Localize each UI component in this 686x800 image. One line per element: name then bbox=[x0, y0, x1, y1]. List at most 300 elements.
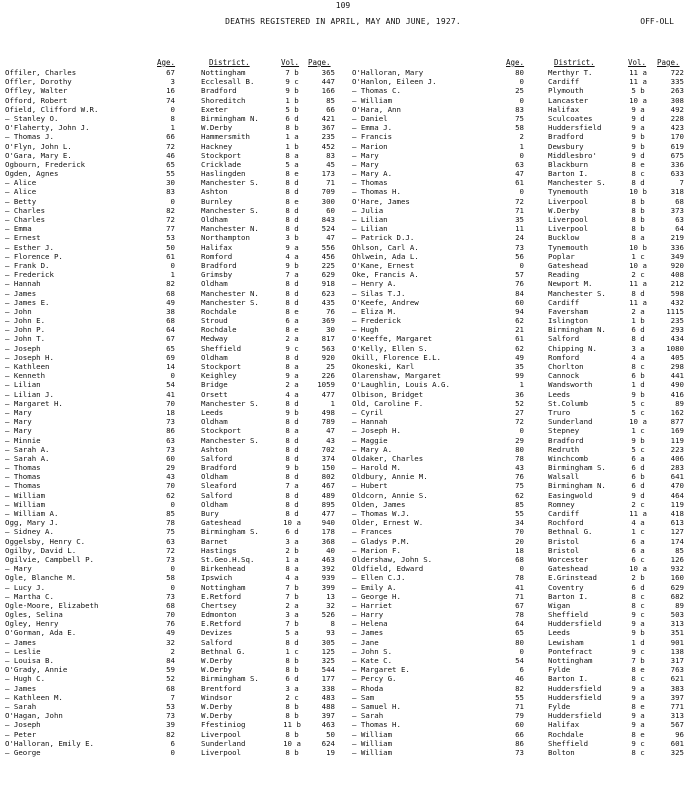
entry-district: Grimsby bbox=[201, 270, 233, 280]
entry-volume: 10 a bbox=[629, 417, 647, 427]
entry-district: Gateshead bbox=[201, 518, 242, 528]
entry-page: 119 bbox=[670, 499, 684, 509]
table-row bbox=[5, 546, 335, 555]
entry-age: 68 bbox=[166, 683, 175, 693]
entry-name: — Louisa B. bbox=[5, 656, 54, 665]
table-row bbox=[352, 353, 684, 362]
entry-volume: 8 b bbox=[631, 205, 645, 215]
entry-page: 722 bbox=[670, 68, 684, 77]
entry-age: 24 bbox=[515, 233, 524, 243]
entry-name: — Emma J. bbox=[352, 123, 393, 133]
entry-district: E.Retford bbox=[201, 619, 242, 629]
entry-name: — Emily A. bbox=[352, 582, 397, 592]
entry-name: — Minnie bbox=[5, 435, 41, 445]
entry-page: 300 bbox=[321, 196, 335, 206]
entry-volume: 5 c bbox=[631, 444, 645, 454]
entry-district: Manchester S. bbox=[201, 205, 259, 215]
entry-name: O'Flaherty, John J. bbox=[5, 123, 90, 133]
table-row bbox=[352, 684, 684, 693]
entry-page: 126 bbox=[670, 554, 684, 564]
table-row bbox=[352, 481, 684, 490]
entry-volume: 4 a bbox=[631, 352, 645, 362]
entry-district: Islington bbox=[548, 316, 589, 326]
entry-volume: 9 b bbox=[285, 86, 299, 96]
entry-age: 60 bbox=[515, 297, 524, 307]
entry-district: Stepney bbox=[548, 426, 580, 436]
table-row bbox=[352, 142, 684, 151]
entry-name: — Mary bbox=[5, 417, 32, 427]
table-row bbox=[352, 105, 684, 114]
entry-name: — Sidney A. bbox=[5, 527, 54, 537]
entry-age: 99 bbox=[515, 371, 524, 381]
entry-name: — William bbox=[352, 95, 393, 105]
entry-volume: 8 a bbox=[285, 362, 299, 371]
right-column bbox=[352, 58, 684, 757]
entry-name: O'Halloran, Emily E. bbox=[5, 738, 94, 748]
table-row bbox=[5, 417, 335, 426]
entry-volume: 8 d bbox=[285, 224, 299, 234]
entry-district: Blackburn bbox=[548, 159, 589, 169]
entry-page: 223 bbox=[670, 444, 684, 454]
entry-name: Oggelsby, Henry C. bbox=[5, 536, 86, 546]
entry-name: — Jane bbox=[352, 637, 379, 647]
table-row bbox=[5, 711, 335, 720]
entry-age: 73 bbox=[166, 554, 175, 564]
entry-age: 49 bbox=[166, 628, 175, 638]
entry-district: Lewisham bbox=[548, 637, 584, 647]
entry-name: Oldershaw, John S. bbox=[352, 554, 433, 564]
table-row bbox=[352, 546, 684, 555]
entry-volume: 8 d bbox=[285, 288, 299, 298]
entry-age: 0 bbox=[170, 499, 175, 509]
entry-volume: 11 a bbox=[629, 509, 647, 518]
entry-page: 150 bbox=[321, 463, 335, 473]
entry-page: 763 bbox=[670, 665, 684, 675]
entry-volume: 7 a bbox=[285, 270, 299, 280]
entry-volume: 9 a bbox=[631, 619, 645, 629]
entry-name: — Daniel bbox=[352, 113, 388, 123]
entry-page: 802 bbox=[321, 472, 335, 482]
entry-district: Leeds bbox=[548, 628, 571, 638]
entry-district: Redruth bbox=[548, 444, 580, 454]
entry-name: — Martha C. bbox=[5, 591, 54, 601]
entry-volume: 11 a bbox=[629, 77, 647, 87]
entry-volume: 2 b bbox=[631, 573, 645, 583]
entry-district: Oldham bbox=[201, 472, 228, 482]
entry-page: 45 bbox=[326, 159, 335, 169]
entry-age: 86 bbox=[515, 738, 524, 748]
entry-age: 0 bbox=[170, 747, 175, 757]
entry-age: 3 bbox=[170, 77, 175, 87]
entry-page: 492 bbox=[670, 104, 684, 114]
entry-volume: 8 d bbox=[285, 205, 299, 215]
entry-age: 71 bbox=[515, 205, 524, 215]
entry-volume: 9 b bbox=[285, 407, 299, 417]
entry-name: — Mary A. bbox=[352, 444, 393, 454]
entry-volume: 2 c bbox=[631, 499, 645, 509]
entry-page: 421 bbox=[321, 113, 335, 123]
entry-age: 70 bbox=[166, 610, 175, 620]
entry-district: Burnley bbox=[201, 196, 233, 206]
entry-page: 219 bbox=[670, 233, 684, 243]
table-row bbox=[5, 390, 335, 399]
entry-name: — Stanley O. bbox=[5, 113, 59, 123]
entry-name: — Frances bbox=[352, 527, 393, 537]
entry-page: 406 bbox=[670, 453, 684, 463]
table-row bbox=[352, 601, 684, 610]
entry-age: 65 bbox=[166, 159, 175, 169]
entry-district: Chertsey bbox=[201, 600, 237, 610]
entry-page: 452 bbox=[321, 141, 335, 151]
entry-district: Bucklow bbox=[548, 233, 580, 243]
entry-volume: 8 a bbox=[285, 426, 299, 436]
entry-page: 19 bbox=[326, 747, 335, 757]
entry-name: — Hubert bbox=[352, 481, 388, 491]
entry-page: 47 bbox=[326, 233, 335, 243]
entry-volume: 7 b bbox=[285, 68, 299, 77]
entry-district: Liverpool bbox=[548, 196, 589, 206]
entry-volume: 6 d bbox=[631, 481, 645, 491]
entry-page: 169 bbox=[670, 426, 684, 436]
entry-district: Nottingham bbox=[201, 68, 246, 77]
entry-name: — Harry bbox=[352, 610, 384, 620]
entry-district: E.Grinstead bbox=[548, 573, 597, 583]
table-row bbox=[5, 748, 335, 757]
entry-name: — Joseph H. bbox=[352, 426, 401, 436]
entry-age: 59 bbox=[166, 665, 175, 675]
entry-page: 368 bbox=[321, 536, 335, 546]
entry-page: 225 bbox=[321, 260, 335, 270]
entry-name: — Frederick bbox=[352, 316, 401, 326]
entry-name: O'Kelly, Ellen S. bbox=[352, 343, 428, 353]
entry-page: 138 bbox=[670, 646, 684, 656]
entry-age: 72 bbox=[166, 141, 175, 151]
entry-volume: 9 c bbox=[631, 610, 645, 620]
entry-district: Newport M. bbox=[548, 279, 593, 289]
entry-volume: 1 a bbox=[285, 132, 299, 142]
entry-district: Barton I. bbox=[548, 674, 589, 684]
entry-name: — Julia bbox=[352, 205, 384, 215]
entry-name: — Mary bbox=[5, 426, 32, 436]
entry-page: 920 bbox=[670, 260, 684, 270]
entry-district: Huddersfield bbox=[548, 619, 602, 629]
entry-volume: 1 c bbox=[285, 646, 299, 656]
entry-age: 16 bbox=[166, 86, 175, 96]
entry-volume: 8 b bbox=[285, 701, 299, 711]
entry-page: 351 bbox=[670, 628, 684, 638]
entry-district: W.Derby bbox=[201, 665, 233, 675]
entry-district: Halifax bbox=[201, 242, 233, 252]
entry-district: Edmonton bbox=[201, 610, 237, 620]
entry-age: 70 bbox=[166, 481, 175, 491]
entry-name: Ogle, Blanche M. bbox=[5, 573, 77, 583]
table-row bbox=[352, 445, 684, 454]
entry-district: Bridge bbox=[201, 380, 228, 390]
entry-age: 82 bbox=[166, 205, 175, 215]
entry-district: W.Derby bbox=[201, 701, 233, 711]
entry-volume: 8 e bbox=[631, 729, 645, 739]
entry-age: 0 bbox=[170, 564, 175, 574]
table-row bbox=[352, 509, 684, 518]
entry-page: 416 bbox=[670, 389, 684, 399]
entry-name: Olbison, Bridget bbox=[352, 389, 424, 399]
entry-name: — Thomas bbox=[5, 463, 41, 473]
entry-district: Ashton bbox=[201, 444, 228, 454]
entry-volume: 2 c bbox=[631, 270, 645, 280]
entry-name: Oldfield, Edward bbox=[352, 564, 424, 574]
entry-name: — Thomas bbox=[5, 481, 41, 491]
entry-page: 817 bbox=[321, 334, 335, 344]
entry-page: 349 bbox=[670, 251, 684, 261]
entry-district: Lancaster bbox=[548, 95, 589, 105]
entry-name: — George bbox=[5, 747, 41, 757]
entry-age: 1 bbox=[170, 123, 175, 133]
table-row bbox=[5, 380, 335, 389]
entry-district: Bristol bbox=[548, 536, 580, 546]
entry-volume: 10 a bbox=[629, 260, 647, 270]
entry-age: 41 bbox=[515, 582, 524, 592]
entry-name: — Joseph bbox=[5, 720, 41, 730]
table-row bbox=[5, 472, 335, 481]
entry-volume: 4 a bbox=[285, 251, 299, 261]
entry-district: Salford bbox=[201, 453, 233, 463]
entry-page: 318 bbox=[670, 187, 684, 197]
entry-age: 76 bbox=[515, 279, 524, 289]
entry-volume: 10 b bbox=[629, 187, 647, 197]
entry-page: 709 bbox=[321, 187, 335, 197]
entry-name: — Margaret E. bbox=[352, 665, 410, 675]
entry-volume: 8 d bbox=[285, 499, 299, 509]
entry-name: O'Keeffe, Margaret bbox=[352, 334, 433, 344]
entry-name: — Thomas C. bbox=[352, 86, 401, 96]
entry-age: 1 bbox=[519, 141, 524, 151]
entry-volume: 2 a bbox=[285, 600, 299, 610]
entry-district: Winchcomb bbox=[548, 453, 589, 463]
entry-page: 488 bbox=[321, 701, 335, 711]
entry-name: — Thomas W.J. bbox=[352, 509, 410, 518]
entry-page: 624 bbox=[321, 738, 335, 748]
entry-age: 25 bbox=[515, 86, 524, 96]
table-row bbox=[5, 178, 335, 187]
entry-volume: 11 a bbox=[629, 279, 647, 289]
entry-name: — Hugh C. bbox=[5, 674, 46, 684]
entry-age: 0 bbox=[170, 582, 175, 592]
entry-age: 53 bbox=[166, 233, 175, 243]
entry-district: Exeter bbox=[201, 104, 228, 114]
entry-age: 75 bbox=[515, 481, 524, 491]
entry-volume: 3 a bbox=[285, 610, 299, 620]
entry-page: 166 bbox=[321, 86, 335, 96]
entry-district: Ecclesall B. bbox=[201, 77, 255, 87]
entry-page: 293 bbox=[670, 325, 684, 335]
entry-name: Olarenshaw, Margaret bbox=[352, 371, 441, 381]
entry-district: Shoreditch bbox=[201, 95, 246, 105]
table-row bbox=[5, 564, 335, 573]
table-row bbox=[5, 739, 335, 748]
entry-age: 6 bbox=[170, 738, 175, 748]
table-row bbox=[5, 298, 335, 307]
table-row bbox=[352, 527, 684, 536]
entry-district: Huddersfield bbox=[548, 711, 602, 721]
age-header: Age. bbox=[157, 58, 176, 67]
table-row bbox=[5, 573, 335, 582]
entry-page: 383 bbox=[670, 683, 684, 693]
entry-district: W.Derby bbox=[201, 656, 233, 665]
entry-page: 119 bbox=[670, 435, 684, 445]
entry-age: 18 bbox=[515, 545, 524, 555]
entry-page: 30 bbox=[326, 325, 335, 335]
table-row bbox=[5, 656, 335, 665]
table-row bbox=[5, 371, 335, 380]
entry-page: 392 bbox=[321, 564, 335, 574]
entry-district: Liverpool bbox=[548, 215, 589, 224]
entry-name: Oldbury, Annie M. bbox=[352, 472, 428, 482]
entry-volume: 6 d bbox=[631, 463, 645, 473]
entry-district: Cardiff bbox=[548, 509, 580, 518]
entry-age: 20 bbox=[515, 536, 524, 546]
entry-page: 526 bbox=[321, 610, 335, 620]
entry-district: Bradford bbox=[548, 132, 584, 142]
entry-age: 79 bbox=[515, 711, 524, 721]
entry-district: Halifax bbox=[548, 104, 580, 114]
entry-age: 47 bbox=[515, 169, 524, 179]
table-row bbox=[352, 380, 684, 389]
entry-district: Wandsworth bbox=[548, 380, 593, 390]
entry-name: — Eliza M. bbox=[352, 306, 397, 316]
entry-volume: 6 a bbox=[631, 545, 645, 555]
entry-age: 62 bbox=[515, 343, 524, 353]
table-row bbox=[352, 647, 684, 656]
entry-district: Hackney bbox=[201, 141, 233, 151]
entry-volume: 8 a bbox=[285, 564, 299, 574]
entry-page: 373 bbox=[670, 205, 684, 215]
table-row bbox=[5, 169, 335, 178]
entry-volume: 9 b bbox=[285, 463, 299, 473]
table-row bbox=[5, 142, 335, 151]
entry-name: — Harriet bbox=[352, 600, 393, 610]
entry-district: Gateshead bbox=[548, 260, 589, 270]
entry-name: Ogilby, David L. bbox=[5, 545, 77, 555]
entry-district: Barnet bbox=[201, 536, 228, 546]
entry-district: Devizes bbox=[201, 628, 233, 638]
entry-page: 920 bbox=[321, 352, 335, 362]
entry-name: O'Keefe, Andrew bbox=[352, 297, 419, 307]
entry-page: 13 bbox=[326, 591, 335, 601]
table-row bbox=[352, 279, 684, 288]
entry-age: 66 bbox=[166, 132, 175, 142]
entry-page: 325 bbox=[670, 747, 684, 757]
entry-volume: 4 a bbox=[631, 518, 645, 528]
entry-district: Northampton bbox=[201, 233, 250, 243]
entry-age: 67 bbox=[166, 334, 175, 344]
entry-page: 1 bbox=[330, 398, 335, 408]
entry-page: 212 bbox=[670, 279, 684, 289]
entry-volume: 8 b bbox=[285, 711, 299, 721]
table-row bbox=[5, 96, 335, 105]
entry-page: 96 bbox=[675, 729, 684, 739]
entry-volume: 8 c bbox=[631, 591, 645, 601]
entry-district: Rochdale bbox=[548, 729, 584, 739]
entry-name: Older, Ernest W. bbox=[352, 518, 424, 528]
entry-page: 435 bbox=[321, 297, 335, 307]
entry-volume: 8 e bbox=[285, 325, 299, 335]
entry-age: 0 bbox=[519, 187, 524, 197]
entry-age: 55 bbox=[515, 692, 524, 702]
entry-name: — Frank D. bbox=[5, 260, 50, 270]
entry-age: 0 bbox=[170, 260, 175, 270]
entry-district: Salford bbox=[201, 490, 233, 500]
entry-age: 58 bbox=[166, 573, 175, 583]
entry-volume: 8 d bbox=[285, 435, 299, 445]
entry-name: — Betty bbox=[5, 196, 37, 206]
table-row bbox=[352, 656, 684, 665]
entry-volume: 3 b bbox=[285, 233, 299, 243]
entry-district: Romford bbox=[548, 352, 580, 362]
entry-name: — Emma bbox=[5, 224, 32, 234]
entry-name: — William A. bbox=[5, 509, 59, 518]
entry-page: 25 bbox=[326, 362, 335, 371]
entry-name: Ogbourn, Frederick bbox=[5, 159, 86, 169]
entry-page: 877 bbox=[670, 417, 684, 427]
table-row bbox=[5, 325, 335, 334]
table-row bbox=[352, 206, 684, 215]
table-row bbox=[5, 509, 335, 518]
entry-volume: 10 a bbox=[283, 738, 301, 748]
entry-page: 162 bbox=[670, 407, 684, 417]
entry-volume: 10 a bbox=[629, 564, 647, 574]
entry-name: — William bbox=[5, 499, 46, 509]
entry-volume: 2 a bbox=[631, 306, 645, 316]
table-row bbox=[352, 68, 684, 77]
entry-page: 641 bbox=[670, 472, 684, 482]
entry-name: — Alice bbox=[5, 187, 37, 197]
entry-page: 940 bbox=[321, 518, 335, 528]
entry-age: 83 bbox=[515, 104, 524, 114]
entry-volume: 4 a bbox=[285, 389, 299, 399]
entry-district: Leeds bbox=[201, 407, 224, 417]
entry-name: Oldaker, Charles bbox=[352, 453, 424, 463]
entry-district: Worcester bbox=[548, 554, 589, 564]
entry-district: Manchester S. bbox=[201, 398, 259, 408]
table-row bbox=[352, 224, 684, 233]
entry-age: 2 bbox=[519, 132, 524, 142]
entry-name: — Silas T.J. bbox=[352, 288, 406, 298]
table-row bbox=[352, 665, 684, 674]
entry-volume: 5 a bbox=[285, 628, 299, 638]
entry-volume: 3 a bbox=[631, 343, 645, 353]
entry-volume: 8 d bbox=[285, 279, 299, 289]
entry-name: Ogg, Mary J. bbox=[5, 518, 59, 528]
entry-name: Offler, Dorothy bbox=[5, 77, 72, 87]
entry-volume: 2 b bbox=[285, 545, 299, 555]
entry-volume: 1 c bbox=[631, 251, 645, 261]
entry-page: 335 bbox=[670, 77, 684, 87]
entry-volume: 6 d bbox=[631, 325, 645, 335]
entry-name: — Mary bbox=[352, 159, 379, 169]
entry-volume: 9 b bbox=[631, 389, 645, 399]
table-row bbox=[352, 270, 684, 279]
entry-volume: 9 c bbox=[285, 343, 299, 353]
entry-age: 60 bbox=[166, 453, 175, 463]
entry-district: Faversham bbox=[548, 306, 589, 316]
entry-name: — Lilian bbox=[352, 215, 388, 224]
entry-district: Sheffield bbox=[201, 343, 242, 353]
entry-district: Bury bbox=[201, 509, 219, 518]
entry-name: — Harold M. bbox=[352, 463, 401, 473]
entry-age: 14 bbox=[166, 362, 175, 371]
entry-page: 40 bbox=[326, 545, 335, 555]
entry-page: 483 bbox=[321, 692, 335, 702]
